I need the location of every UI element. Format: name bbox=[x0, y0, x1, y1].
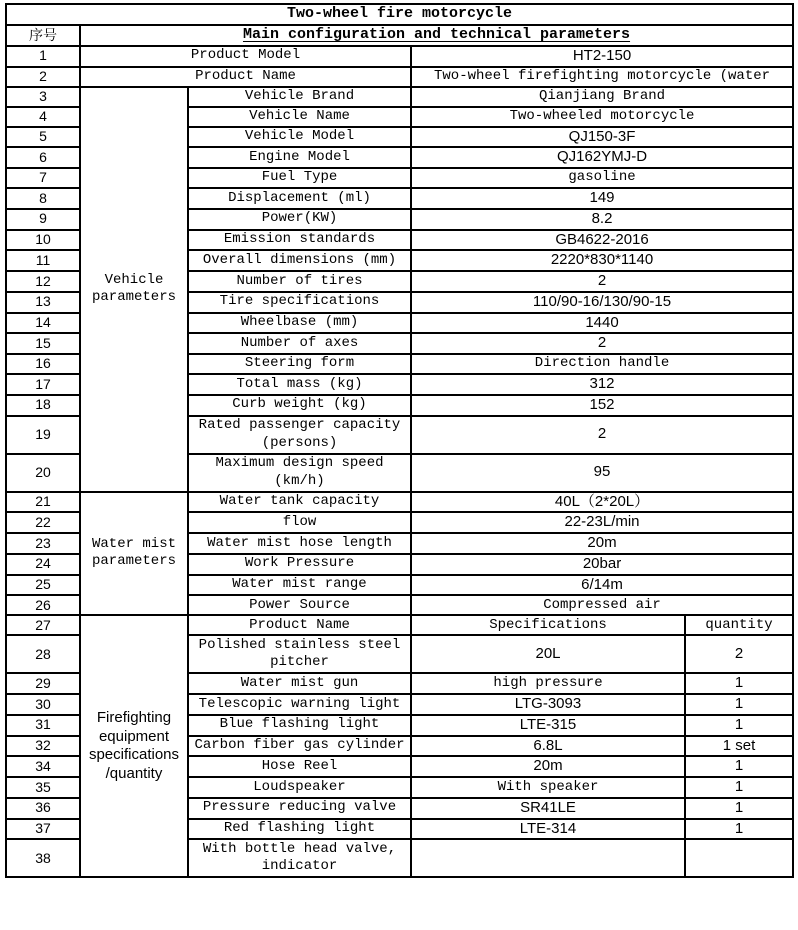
param-label-cell: Fuel Type bbox=[188, 168, 411, 188]
param-label-cell: Water mist gun bbox=[188, 673, 411, 694]
quantity-cell: 2 bbox=[685, 635, 793, 673]
param-value-cell: 2 bbox=[411, 271, 793, 292]
param-label-cell: Rated passenger capacity (persons) bbox=[188, 416, 411, 454]
param-label-cell: With bottle head valve, indicator bbox=[188, 839, 411, 877]
table-row bbox=[6, 46, 793, 67]
row-number-cell: 24 bbox=[6, 554, 80, 575]
spec-value-cell: LTG-3093 bbox=[411, 694, 685, 715]
param-label-cell: Work Pressure bbox=[188, 554, 411, 575]
row-number-cell: 20 bbox=[6, 454, 80, 492]
row-number-cell: 36 bbox=[6, 798, 80, 819]
param-label-cell: Vehicle Brand bbox=[188, 87, 411, 107]
param-label-cell: Polished stainless steel pitcher bbox=[188, 635, 411, 673]
row-number-cell: 34 bbox=[6, 756, 80, 777]
param-value-cell: 8.2 bbox=[411, 209, 793, 230]
row-number-cell: 21 bbox=[6, 492, 80, 513]
param-value-cell: 2 bbox=[411, 333, 793, 354]
spec-value-cell bbox=[411, 839, 685, 877]
param-value-cell: 312 bbox=[411, 374, 793, 395]
row-number-cell: 22 bbox=[6, 512, 80, 533]
table-row bbox=[6, 615, 793, 635]
spec-value-cell: Specifications bbox=[411, 615, 685, 635]
row-number-cell: 2 bbox=[6, 67, 80, 87]
param-value-cell: 40L（2*20L） bbox=[411, 492, 793, 513]
quantity-cell bbox=[685, 839, 793, 877]
param-label-cell: Red flashing light bbox=[188, 819, 411, 840]
row-number-cell: 15 bbox=[6, 333, 80, 354]
param-value-cell: Two-wheel firefighting motorcycle (water bbox=[411, 67, 793, 87]
row-number-cell: 31 bbox=[6, 715, 80, 736]
header-row bbox=[6, 25, 793, 46]
param-label-cell: Water mist hose length bbox=[188, 533, 411, 554]
spec-value-cell: LTE-314 bbox=[411, 819, 685, 840]
param-value-cell: QJ150-3F bbox=[411, 127, 793, 148]
quantity-cell: 1 bbox=[685, 694, 793, 715]
param-value-cell: 152 bbox=[411, 395, 793, 416]
param-label-cell: Steering form bbox=[188, 354, 411, 374]
param-label-cell: Product Name bbox=[188, 615, 411, 635]
param-value-cell: Qianjiang Brand bbox=[411, 87, 793, 107]
quantity-cell: 1 bbox=[685, 798, 793, 819]
row-number-cell: 35 bbox=[6, 777, 80, 798]
param-value-cell: 110/90-16/130/90-15 bbox=[411, 292, 793, 313]
row-number-cell: 32 bbox=[6, 736, 80, 757]
category-cell: Firefighting equipment specifications /quantity bbox=[80, 615, 188, 877]
param-label-cell: Carbon fiber gas cylinder bbox=[188, 736, 411, 757]
row-number-cell: 12 bbox=[6, 271, 80, 292]
param-label-cell: Pressure reducing valve bbox=[188, 798, 411, 819]
quantity-cell: quantity bbox=[685, 615, 793, 635]
param-label-cell: Power(KW) bbox=[188, 209, 411, 230]
param-label-cell: Loudspeaker bbox=[188, 777, 411, 798]
spec-value-cell: LTE-315 bbox=[411, 715, 685, 736]
row-number-cell: 29 bbox=[6, 673, 80, 694]
row-number-cell: 13 bbox=[6, 292, 80, 313]
param-value-cell: 6/14m bbox=[411, 575, 793, 596]
param-label-cell: Displacement (ml) bbox=[188, 188, 411, 209]
param-label-cell: Telescopic warning light bbox=[188, 694, 411, 715]
param-label-cell: Vehicle Name bbox=[188, 107, 411, 127]
category-cell: Water mist parameters bbox=[80, 492, 188, 616]
table-row bbox=[6, 492, 793, 513]
param-label-cell: Tire specifications bbox=[188, 292, 411, 313]
param-value-cell: 2220*830*1140 bbox=[411, 250, 793, 271]
row-number-cell: 1 bbox=[6, 46, 80, 67]
quantity-cell: 1 bbox=[685, 777, 793, 798]
row-number-cell: 16 bbox=[6, 354, 80, 374]
param-label-cell: Emission standards bbox=[188, 230, 411, 251]
param-value-cell: 149 bbox=[411, 188, 793, 209]
row-number-cell: 27 bbox=[6, 615, 80, 635]
param-label-cell: Number of tires bbox=[188, 271, 411, 292]
quantity-cell: 1 bbox=[685, 756, 793, 777]
row-number-cell: 38 bbox=[6, 839, 80, 877]
main-configuration-header: Main configuration and technical parameters bbox=[80, 25, 793, 46]
row-number-cell: 25 bbox=[6, 575, 80, 596]
table-row bbox=[6, 67, 793, 87]
spec-value-cell: 20L bbox=[411, 635, 685, 673]
param-value-cell: QJ162YMJ-D bbox=[411, 147, 793, 168]
param-value-cell: 22-23L/min bbox=[411, 512, 793, 533]
param-value-cell: HT2-150 bbox=[411, 46, 793, 67]
quantity-cell: 1 bbox=[685, 819, 793, 840]
param-value-cell: Direction handle bbox=[411, 354, 793, 374]
row-number-cell: 4 bbox=[6, 107, 80, 127]
row-number-cell: 18 bbox=[6, 395, 80, 416]
param-label-cell: Overall dimensions (mm) bbox=[188, 250, 411, 271]
serial-number-header: 序号 bbox=[6, 25, 80, 46]
param-value-cell: 2 bbox=[411, 416, 793, 454]
row-number-cell: 3 bbox=[6, 87, 80, 107]
row-number-cell: 28 bbox=[6, 635, 80, 673]
page-title: Two-wheel fire motorcycle bbox=[6, 4, 793, 25]
row-number-cell: 8 bbox=[6, 188, 80, 209]
param-label-cell: Hose Reel bbox=[188, 756, 411, 777]
row-number-cell: 37 bbox=[6, 819, 80, 840]
param-label-cell: Power Source bbox=[188, 595, 411, 615]
category-cell: Vehicle parameters bbox=[80, 87, 188, 492]
param-value-cell: 20bar bbox=[411, 554, 793, 575]
param-label-cell: Curb weight (kg) bbox=[188, 395, 411, 416]
row-number-cell: 23 bbox=[6, 533, 80, 554]
param-value-cell: gasoline bbox=[411, 168, 793, 188]
param-value-cell: Two-wheeled motorcycle bbox=[411, 107, 793, 127]
table-row bbox=[6, 87, 793, 107]
quantity-cell: 1 set bbox=[685, 736, 793, 757]
param-value-cell: 95 bbox=[411, 454, 793, 492]
spec-table bbox=[5, 3, 794, 878]
param-label-cell: Maximum design speed (km/h) bbox=[188, 454, 411, 492]
param-label-cell: Product Model bbox=[80, 46, 411, 67]
row-number-cell: 6 bbox=[6, 147, 80, 168]
row-number-cell: 19 bbox=[6, 416, 80, 454]
param-label-cell: Wheelbase (mm) bbox=[188, 313, 411, 334]
row-number-cell: 10 bbox=[6, 230, 80, 251]
param-value-cell: GB4622-2016 bbox=[411, 230, 793, 251]
param-value-cell: 20m bbox=[411, 533, 793, 554]
param-label-cell: Product Name bbox=[80, 67, 411, 87]
title-row bbox=[6, 4, 793, 25]
row-number-cell: 7 bbox=[6, 168, 80, 188]
spec-value-cell: SR41LE bbox=[411, 798, 685, 819]
row-number-cell: 9 bbox=[6, 209, 80, 230]
quantity-cell: 1 bbox=[685, 715, 793, 736]
row-number-cell: 17 bbox=[6, 374, 80, 395]
row-number-cell: 26 bbox=[6, 595, 80, 615]
spec-value-cell: 20m bbox=[411, 756, 685, 777]
row-number-cell: 11 bbox=[6, 250, 80, 271]
quantity-cell: 1 bbox=[685, 673, 793, 694]
param-label-cell: Vehicle Model bbox=[188, 127, 411, 148]
row-number-cell: 14 bbox=[6, 313, 80, 334]
param-label-cell: Blue flashing light bbox=[188, 715, 411, 736]
spec-value-cell: high pressure bbox=[411, 673, 685, 694]
param-label-cell: Water mist range bbox=[188, 575, 411, 596]
param-label-cell: flow bbox=[188, 512, 411, 533]
param-label-cell: Engine Model bbox=[188, 147, 411, 168]
param-value-cell: 1440 bbox=[411, 313, 793, 334]
param-label-cell: Water tank capacity bbox=[188, 492, 411, 513]
spec-value-cell: With speaker bbox=[411, 777, 685, 798]
param-value-cell: Compressed air bbox=[411, 595, 793, 615]
param-label-cell: Total mass (kg) bbox=[188, 374, 411, 395]
param-label-cell: Number of axes bbox=[188, 333, 411, 354]
spec-value-cell: 6.8L bbox=[411, 736, 685, 757]
row-number-cell: 30 bbox=[6, 694, 80, 715]
row-number-cell: 5 bbox=[6, 127, 80, 148]
